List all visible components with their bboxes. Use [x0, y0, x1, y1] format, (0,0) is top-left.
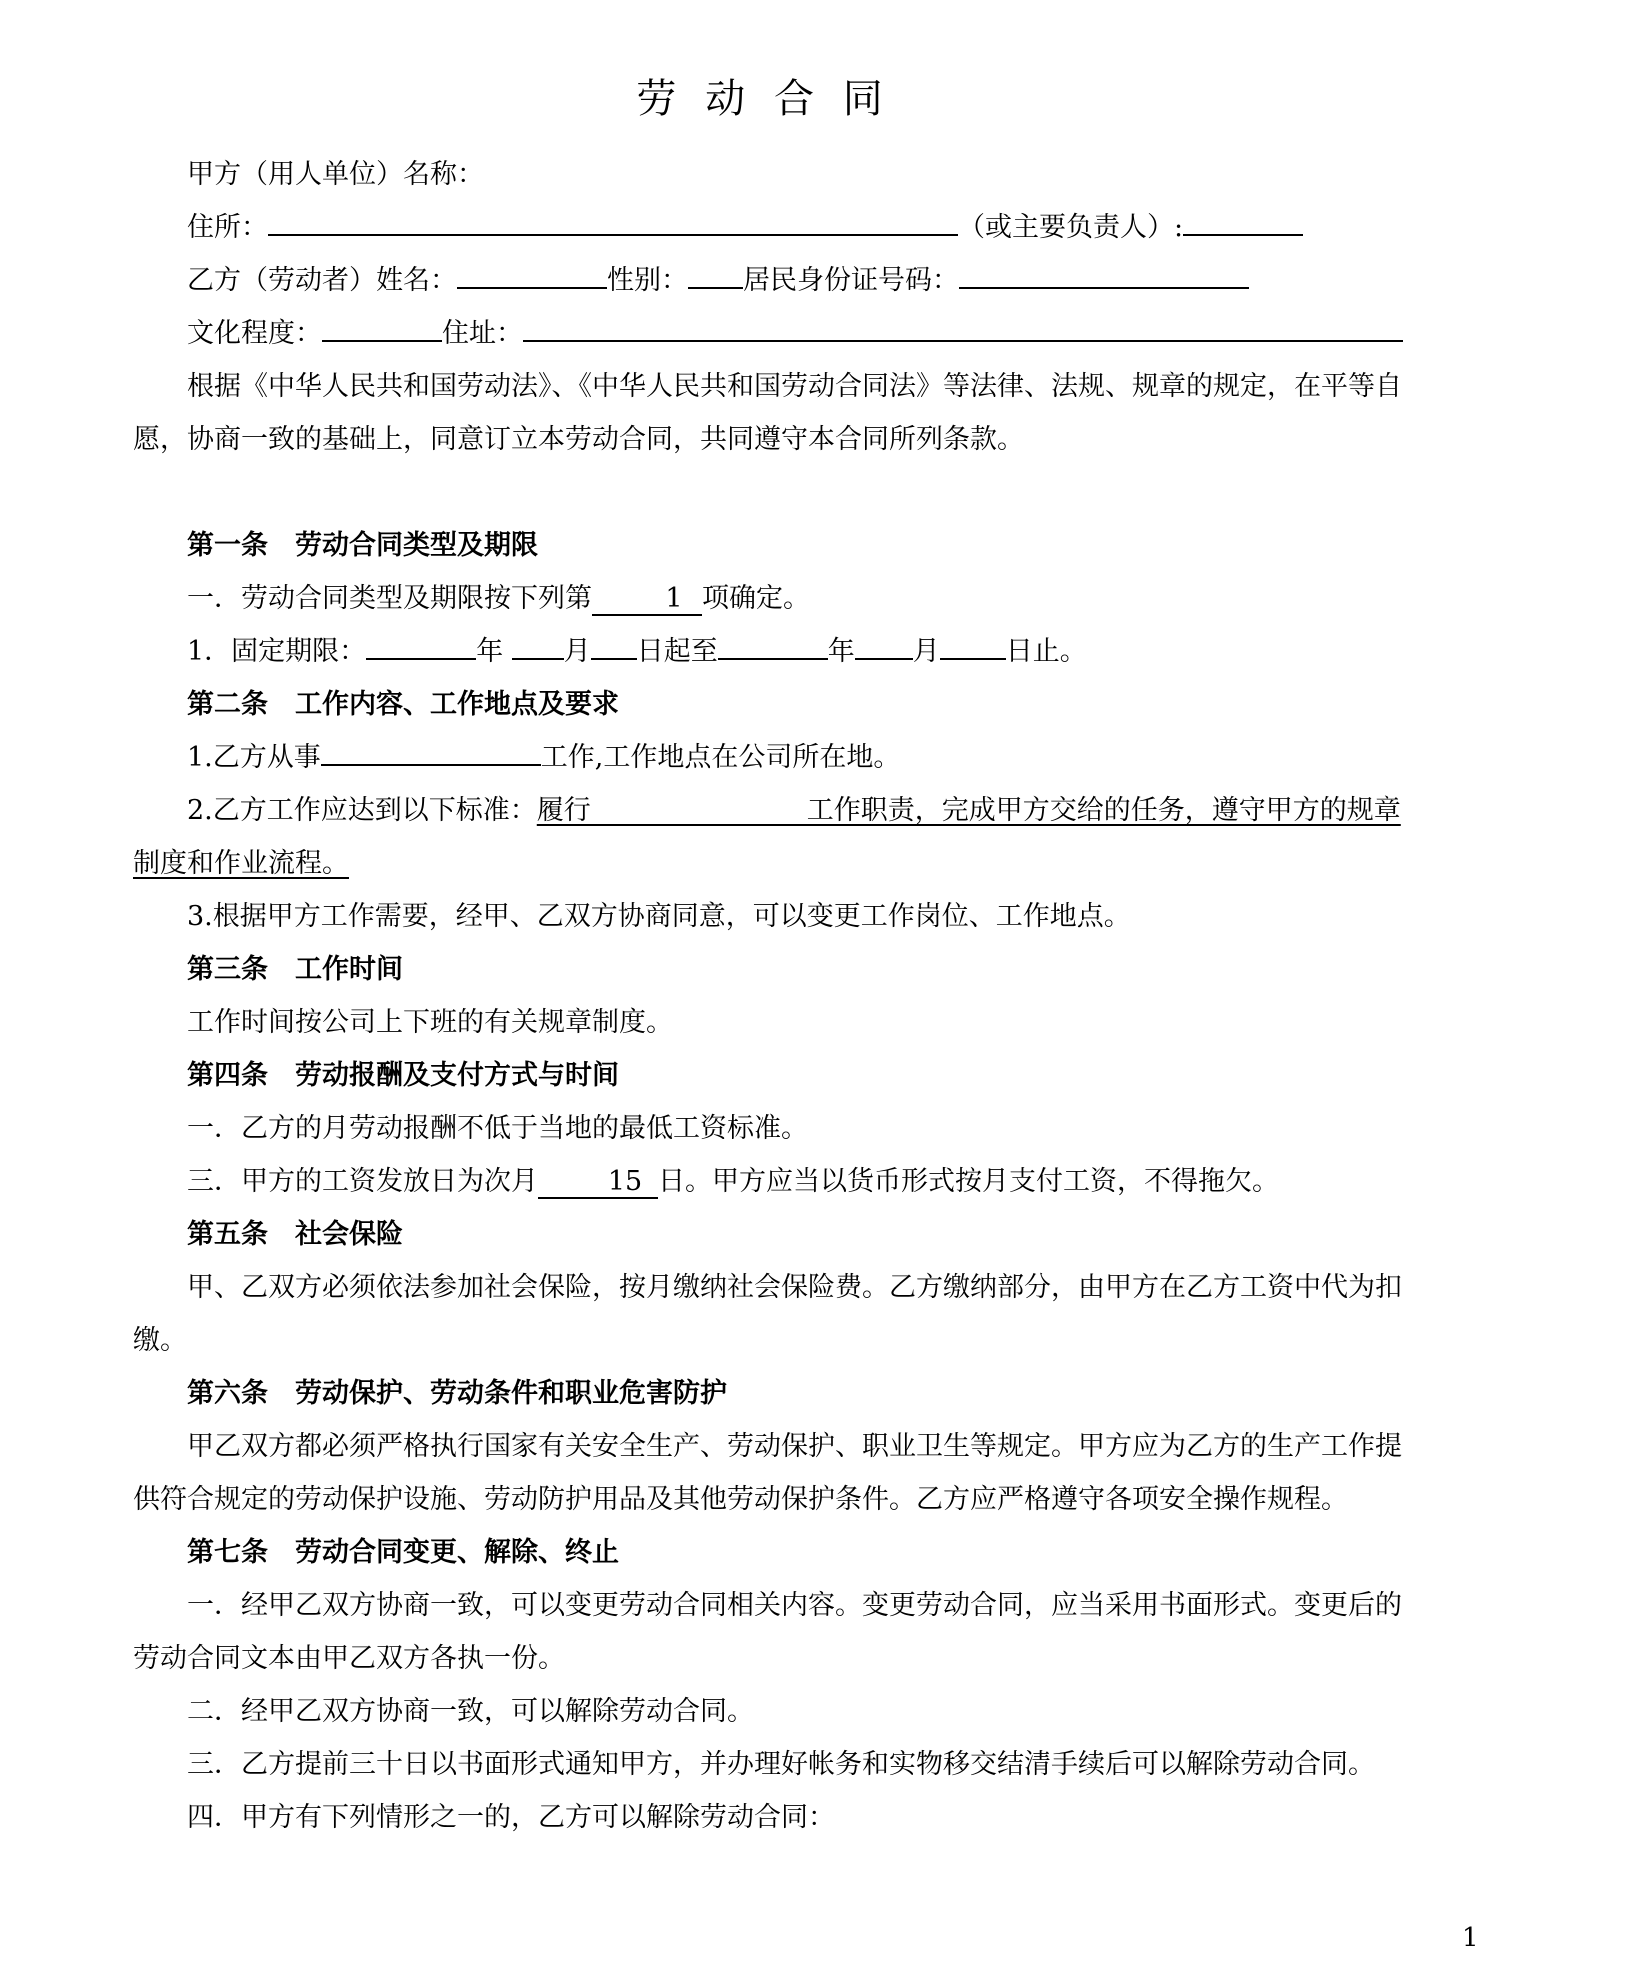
article7-item1-line2: 劳动合同文本由甲乙双方各执一份。 — [133, 1643, 565, 1674]
employee-education-line — [133, 307, 1415, 360]
article2-item1-post: 工作,工作地点在公司所在地。 — [540, 742, 901, 773]
article6-heading: 第六条 劳动保护、劳动条件和职业危害防护 — [187, 1378, 727, 1409]
month-label-1: 月 — [563, 636, 591, 667]
article4-item1: 一．乙方的月劳动报酬不低于当地的最低工资标准。 — [187, 1113, 808, 1144]
employer-address-label: 住所： — [187, 212, 268, 243]
end-month-blank — [855, 630, 913, 660]
article2-heading: 第二条 工作内容、工作地点及要求 — [187, 689, 619, 720]
page-number: 1 — [1462, 1923, 1479, 1953]
employer-name-label: 甲方（用人单位）名称： — [187, 159, 484, 190]
year-label-1: 年 — [476, 636, 504, 667]
article2-item1-pre: 1.乙方从事 — [187, 742, 321, 773]
article2-item2-line2 — [133, 837, 1415, 890]
contract-content — [133, 66, 1415, 1844]
residence-blank — [523, 312, 1403, 342]
employer-address-line — [133, 201, 1415, 254]
article5-line1: 甲、乙双方必须依法参加社会保险，按月缴纳社会保险费。乙方缴纳部分，由甲方在乙方工资中代为扣 — [187, 1272, 1402, 1303]
residence-label: 住址： — [442, 318, 523, 349]
education-label: 文化程度： — [187, 318, 322, 349]
employer-address-blank — [268, 206, 958, 236]
article1-item1 — [133, 572, 1415, 625]
day-end-label: 日止。 — [1005, 636, 1087, 667]
principal-blank — [1183, 206, 1303, 236]
article1-heading: 第一条 劳动合同类型及期限 — [187, 530, 538, 561]
contract-type-blank: 1 — [592, 583, 702, 616]
article4-item2 — [133, 1155, 1415, 1208]
article2-item2-line1 — [133, 784, 1415, 837]
article2-item1 — [133, 731, 1415, 784]
article2-item3: 3.根据甲方工作需要，经甲、乙双方协商同意，可以变更工作岗位、工作地点。 — [187, 901, 1131, 932]
article4-item2-post: 日。甲方应当以货币形式按月支付工资，不得拖欠。 — [658, 1166, 1279, 1197]
from-to-label: 日起至 — [636, 636, 718, 667]
year-label-2: 年 — [827, 636, 855, 667]
article6-line2: 供符合规定的劳动保护设施、劳动防护用品及其他劳动保护条件。乙方应严格遵守各项安全操作规程。 — [133, 1484, 1348, 1515]
id-number-blank — [959, 259, 1249, 289]
start-year-blank — [366, 630, 476, 660]
article4-item2-pre: 三．甲方的工资发放日为次月 — [187, 1166, 538, 1197]
gender-label: 性别： — [607, 265, 688, 296]
end-year-blank — [718, 630, 828, 660]
article7-heading: 第七条 劳动合同变更、解除、终止 — [187, 1537, 619, 1568]
article1-item1-post: 项确定。 — [702, 583, 810, 614]
preamble-line-2: 愿，协商一致的基础上，同意订立本劳动合同，共同遵守本合同所列条款。 — [133, 424, 1024, 455]
employee-identity-line — [133, 254, 1415, 307]
month-label-2: 月 — [912, 636, 940, 667]
education-blank — [322, 312, 442, 342]
principal-label: （或主要负责人）: — [958, 212, 1184, 243]
work-standard-underlined-1: 履行 工作职责，完成甲方交给的任务，遵守甲方的规章 — [536, 795, 1401, 826]
article3-body: 工作时间按公司上下班的有关规章制度。 — [187, 1007, 673, 1038]
fixed-term-label: 1．固定期限： — [187, 636, 367, 667]
article7-item3: 三．乙方提前三十日以书面形式通知甲方，并办理好帐务和实物移交结清手续后可以解除劳动合同。 — [187, 1749, 1375, 1780]
article7-item2: 二．经甲乙双方协商一致，可以解除劳动合同。 — [187, 1696, 754, 1727]
article7-item1-line1: 一．经甲乙双方协商一致，可以变更劳动合同相关内容。变更劳动合同，应当采用书面形式。变更后的 — [187, 1590, 1402, 1621]
employee-name-label: 乙方（劳动者）姓名： — [187, 265, 457, 296]
id-number-label: 居民身份证号码： — [743, 265, 959, 296]
pay-day-blank: 15 — [538, 1166, 658, 1199]
gender-blank — [688, 259, 743, 289]
spacer — [133, 466, 1415, 519]
page-title: 劳动合同 — [636, 76, 912, 122]
article7-item4: 四．甲方有下列情形之一的，乙方可以解除劳动合同： — [187, 1802, 835, 1833]
start-day-blank — [591, 630, 637, 660]
employer-name-line — [133, 148, 1415, 201]
article2-item2-pre: 2.乙方工作应达到以下标准： — [187, 795, 537, 826]
article1-item1-pre: 一．劳动合同类型及期限按下列第 — [187, 583, 592, 614]
article4-heading: 第四条 劳动报酬及支付方式与时间 — [187, 1060, 619, 1091]
work-standard-underlined-2: 制度和作业流程。 — [133, 848, 349, 879]
employee-name-blank — [457, 259, 607, 289]
start-month-blank — [512, 630, 564, 660]
preamble-line-1: 根据《中华人民共和国劳动法》、《中华人民共和国劳动合同法》等法律、法规、规章的规定，在平等自 — [187, 371, 1402, 402]
article1-item2 — [133, 625, 1415, 678]
end-day-blank — [940, 630, 1006, 660]
article5-heading: 第五条 社会保险 — [187, 1219, 403, 1250]
article6-line1: 甲乙双方都必须严格执行国家有关安全生产、劳动保护、职业卫生等规定。甲方应为乙方的生产工作提 — [187, 1431, 1402, 1462]
article5-line2: 缴。 — [133, 1325, 187, 1356]
job-title-blank — [321, 736, 541, 766]
article3-heading: 第三条 工作时间 — [187, 954, 403, 985]
